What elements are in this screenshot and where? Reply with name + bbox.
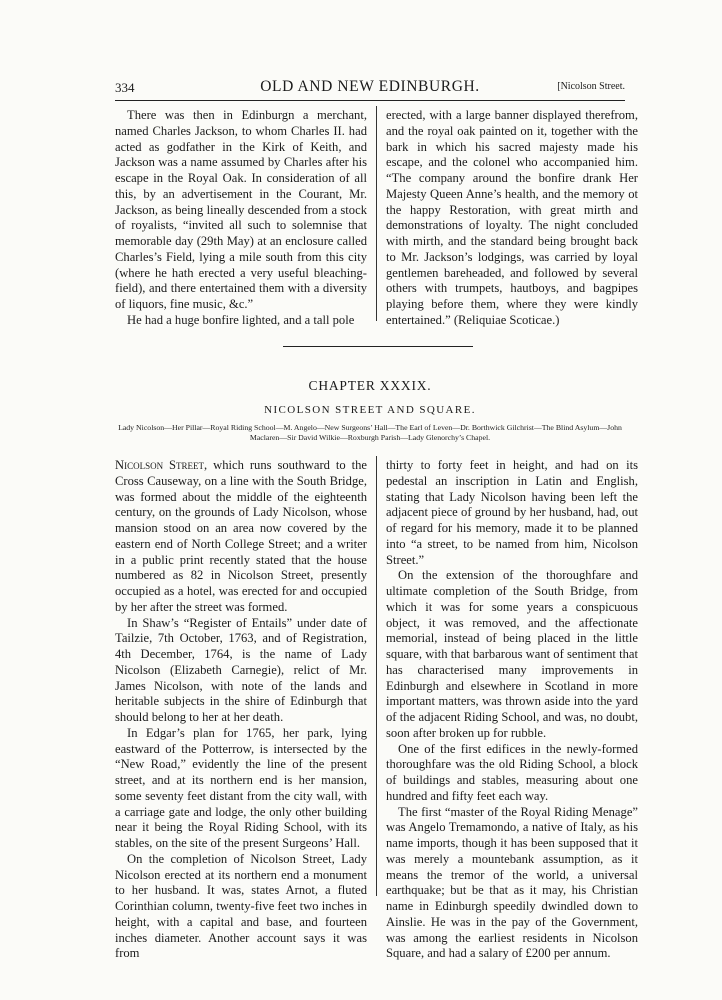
paragraph: On the extension of the thoroughfare and ultimate completion of the South Bridge, from which it was for some years a conspicuous object, it was removed, and the affectionate memorial, instead of being placed in the little square, with that barbarous want of sentiment that has characterised many improvements in Edinburgh and elsewhere in Scotland in more important matters, was thrown aside into the yard of the adjacent Riding School, and was, no doubt, soon after broken up for rubble.	[386, 568, 638, 740]
paragraph: In Shaw’s “Register of Entails” under date of Tailzie, 7th October, 1763, and of Registration, 4th December, 1764, is the name of Lady Nicolson (Elizabeth Carnegie), relict of Mr. James Nicolson, with note of the lands and heritable subjects in the shire of Edinburgh that should belong to her at her death.	[115, 615, 367, 724]
running-header	[115, 78, 625, 101]
lead-caps: Nicolson Street,	[115, 458, 208, 472]
paragraph: One of the first edifices in the newly-formed thoroughfare was the old Riding School, a block of buildings and stables, measuring about one hundred and fifty feet each way.	[386, 741, 638, 803]
body-left-column	[115, 458, 367, 962]
paragraph: erected, with a large banner displayed therefrom, and the royal oak painted on it, together with the bark in which his sacred majesty made his escape, and the colonel who accompanied him. “The company around the bonfire drank Her Majesty Queen Anne’s health, and the memory ot the happy Restoration, with great mirth and demonstrations of loyalty. The night concluded with mirth, and the standard being brought back to Mr. Jackson’s lodgings, was carried by loyal gentlemen bareheaded, and followed by several others with trumpets, hautboys, and bagpipes playing before them, where they were kindly entertained.” (Reliquiae Scoticae.)	[386, 108, 638, 327]
paragraph: In Edgar’s plan for 1765, her park, lying eastward of the Potterrow, is intersected by the “New Road,” evidently the line of the present street, and at its northern end is her mansion, some seventy feet distant from the city wall, with a carriage gate and lodge, the only other building near it being the Royal Riding School, with its stables, on the site of the present Surgeons’ Hall.	[115, 725, 367, 850]
column-rule	[376, 106, 377, 321]
section-divider	[283, 346, 473, 347]
chapter-number: CHAPTER XXXIX.	[308, 378, 432, 393]
lead-text: which runs southward to the Cross Causeway, on a line with the South Bridge, was formed about the middle of the eighteenth century, on the grounds of Lady Nicolson, whose mansion stood on an area now covered by the eastern end of North College Street; and a writer in a public print recently stated that the house numbered as 82 in Nicolson Street, presently occupied as a hotel, was erected for and occupied by her after the street was formed.	[115, 458, 368, 614]
chapter-summary: Lady Nicolson—Her Pillar—Royal Riding School—M. Angelo—New Surgeons’ Hall—The Earl of Leven—Dr. Borthwick Gilchrist—The Blind Asylum—John Maclaren—Sir David Wilkie—Roxburgh Parish—Lady Glenorchy’s Chapel.	[118, 423, 622, 442]
paragraph: There was then in Edinburgn a merchant, named Charles Jackson, to whom Charles II. had acted as godfather in the Kirk of Keith, and Jackson was a name assumed by Charles after his escape in the Royal Oak. In consideration of all this, by an advertisement in the Courant, Mr. Jackson, as being lineally descended from a stock of royalists, “invited all such to solemnise that memorable day (29th May) at an enclosure called Charles’s Field, lying a mile south from this city (where he hath erected a very useful bleaching-field), and there entertained them with a diversity of liquors, fine music, &c.”	[115, 108, 367, 311]
column-rule	[376, 456, 377, 896]
top-right-column	[386, 108, 638, 329]
paragraph: The first “master of the Royal Riding Menage” was Angelo Tremamondo, a native of Italy, as his name imports, though it has been supposed that it was merely a mountebank assumption, as it means the tremor of the world, a universal earthquake; but be that as it may, his Christian name in Edinburgh speedily dwindled down to Ainslie. He was in the pay of the Government, was among the earliest residents in Nicolson Square, and had a salary of £200 per annum.	[386, 804, 638, 961]
paragraph: thirty to forty feet in height, and had on its pedestal an inscription in Latin and English, stating that Lady Nicolson having been left the adjacent piece of ground by her husband, had, out of regard for his memory, made it to be planned into “a street, to be named from him, Nicolson Street.”	[386, 458, 638, 567]
chapter-title: NICOLSON STREET AND SQUARE.	[264, 404, 476, 416]
paragraph: He had a huge bonfire lighted, and a tall pole	[127, 312, 355, 327]
top-left-column	[115, 108, 367, 329]
section-tag: [Nicolson Street.	[557, 81, 625, 92]
running-title: OLD AND NEW EDINBURGH.	[260, 78, 480, 95]
paragraph	[115, 458, 367, 616]
paragraph: On the completion of Nicolson Street, Lady Nicolson erected at its northern end a monument to her husband. It was, states Arnot, a fluted Corinthian column, twenty-five feet two inches in height, with a capital and base, and fourteen inches diameter. Another account says it was from	[115, 851, 367, 961]
body-right-column	[386, 458, 638, 962]
page-number: 334	[115, 80, 135, 95]
